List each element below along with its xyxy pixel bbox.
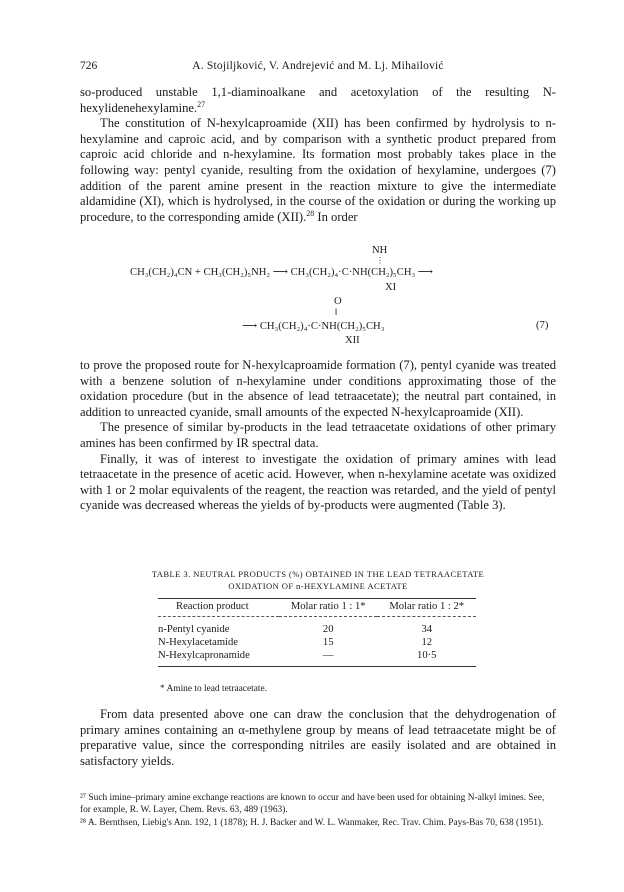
paragraph-6: From data presented above one can draw the conclusion that the dehydrogenation of primary amines containing an α-methylene group by means of lead tetraacetate might be of preparative value, since the corresponding nitriles are easily isolated and are obtained in satisfactory yields. [80,707,556,768]
footnotes [80,792,556,829]
table-row [158,617,476,637]
data-table [158,598,476,667]
table-caption-line-1: TABLE 3. NEUTRAL PRODUCTS (%) OBTAINED IN THE LEAD TETRAACETATE [151,569,485,579]
table-header-row [158,599,476,617]
paragraph-3: to prove the proposed route for N-hexylcaproamide formation (7), pentyl cyanide was treated with a benzene solution of n-hexylamine under conditions approximating those of the oxidation procedure (but in the absence of lead tetraacetate); the neutral part contained, in addition to unreacted cyanide, small amounts of the expected N-hexylcaproamide (XII). [80,358,556,419]
table-cell: N-Hexylcapronamide [158,650,250,661]
table-cell: 34 [421,624,433,635]
table-3 [158,598,476,667]
table-cell: n-Pentyl cyanide [158,624,230,635]
table-caption [80,568,556,592]
table-cell: 15 [322,637,334,648]
column-header: Molar ratio 1 : 2* [377,599,476,617]
table-row [158,649,476,662]
paragraph-1: so-produced unstable 1,1-diaminoalkane and acetoxylation of the resulting N-hexylidenehexylamine.$^{27}$ [80,85,556,115]
paragraph-5: Finally, it was of interest to investigate the oxidation of primary amines with lead tetraacetate in the presence of acetic acid. However, when n-hexylamine acetate was oxidized with 1 or 2 molar equivalents of the reagent, the reaction was retarded, and the yield of pentyl cyanide was decreased whereas the yields of by-products were augmented (Table 3). [80,451,556,513]
page-number: 726 [80,60,98,72]
table-cell: 10·5 [417,650,437,661]
table-row [158,636,476,649]
paragraph-2: The constitution of N-hexylcaproamide (XII) has been confirmed by hydrolysis to n-hexylamine and caproic acid, and by comparison with a synthetic product prepared from caproic acid chloride and n-hexylamine. Its formation most probably takes place in the following way: pentyl cyanide, resulting from the oxidation of hexylamine, undergoes (7) addition of the parent amine present in the reaction mixture to give the intermediate aldamidine (XI), which is hydrolysed, in the course of the oxidation or during the working up procedure, to the corresponding amide (XII).$^{28}$ In order [80,116,556,224]
table-cell: N-Hexylacetamide [158,637,239,648]
reaction-bond-mark: ⋮ [376,256,384,265]
reaction-nh-label: NH [372,245,388,256]
table-cell: — [322,650,334,661]
column-header: Reaction product [158,599,279,617]
table-cell: 12 [421,637,433,648]
table-cell: 20 [322,624,334,635]
reaction-label-xii: XII [345,335,360,346]
equation-number: (7) [536,320,549,331]
table-footnote: * Amine to lead tetraacetate. [160,684,267,694]
footnote-27: ²⁷ Such imine–primary amine exchange reactions are known to occur and have been used for obtaining N-alkyl imines. See, for example, R. W. Layer, Chem. Revs. 63, 489 (1963). [80,793,545,816]
reference-marker: 28 [306,208,315,218]
footnote-28: ²⁸ A. Bernthsen, Liebig's Ann. 192, 1 (1878); H. J. Backer and W. L. Wanmaker, Rec. Trav. Chim. Pays-Bas 70, 638 (1951). [80,817,544,828]
paragraph-4: The presence of similar by-products in the lead tetraacetate oxidations of other primary amines has been confirmed by IR spectral data. [80,420,556,450]
text-block-middle [80,358,556,514]
reaction-oxygen-label: O [334,296,342,307]
table-bottom-rule [158,662,476,667]
table-caption-line-2: OXIDATION OF n-HEXYLAMINE ACETATE [228,581,408,591]
column-header: Molar ratio 1 : 1* [279,599,378,617]
running-head-authors: A. Stojiljković, V. Andrejević and M. Lj. Mihailović [192,60,444,72]
reaction-line-2: ⟶ CH₃(CH₂)₄·C·NH(CH₂)₅CH₃ [242,321,385,332]
reaction-label-xi: XI [385,282,397,293]
reference-marker: 27 [197,99,206,109]
reaction-double-bond: ‖ [335,307,338,317]
running-header [80,60,556,76]
reaction-line-1: CH₃(CH₂)₄CN + CH₃(CH₂)₅NH₂ ⟶ CH₃(CH₂)₄·C·NH(CH₂)₅CH₃ ⟶ [130,267,433,278]
text-block-bottom [80,707,556,769]
text-block-top [80,85,556,225]
